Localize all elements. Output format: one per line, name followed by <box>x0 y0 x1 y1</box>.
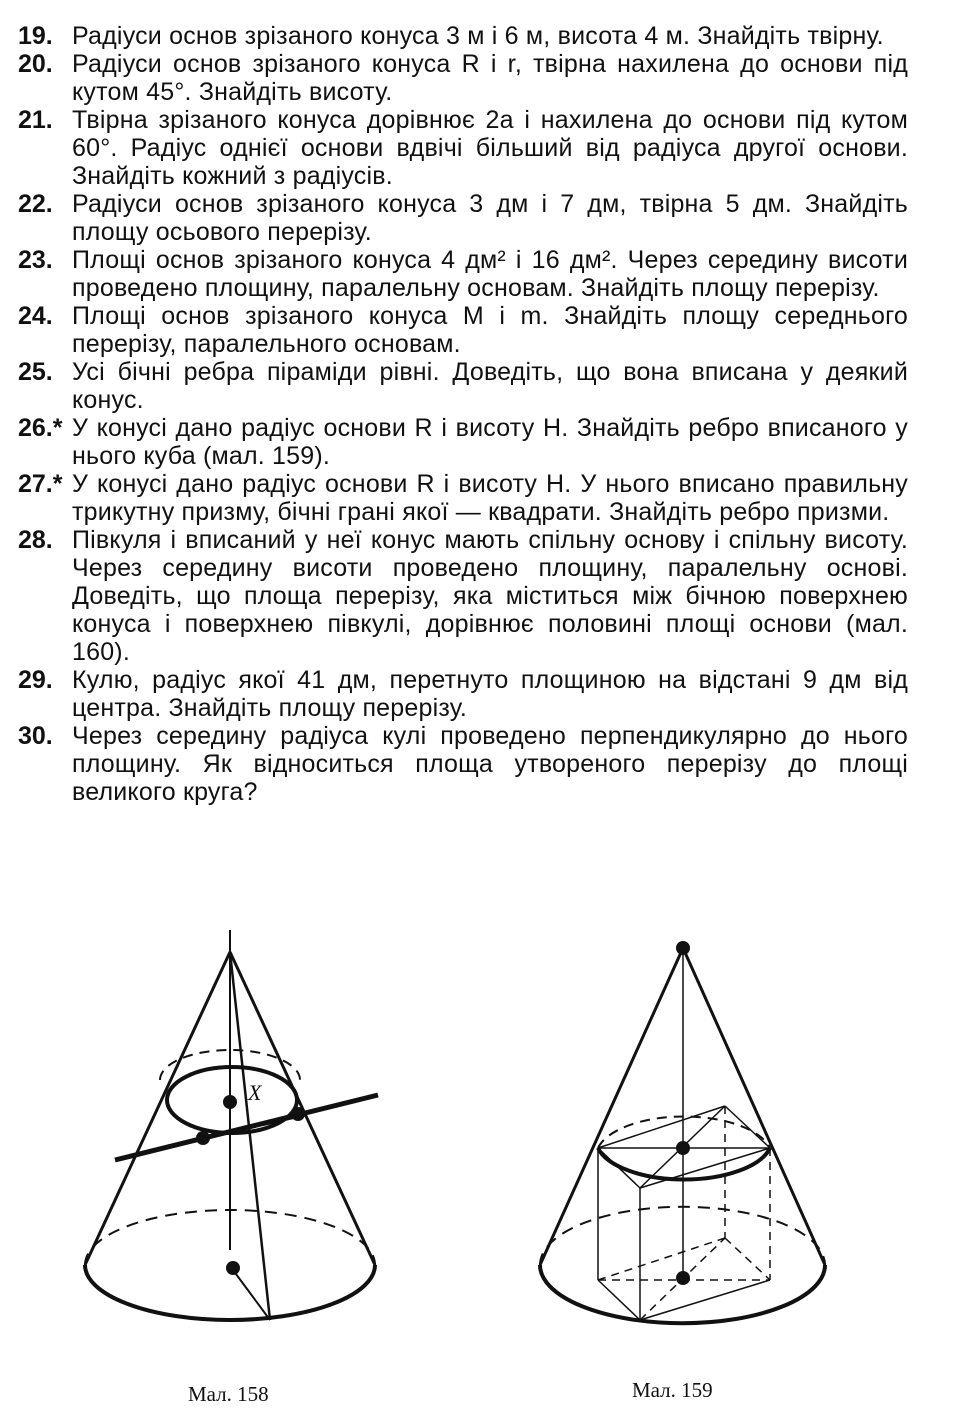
problem-text: Площі основ зрізаного конуса M і m. Знайдіть площу середнього перерізу, паралельного основам. <box>72 302 908 358</box>
problem-21 <box>18 106 908 190</box>
problem-text: Радіуси основ зрізаного конуса 3 м і 6 м, висота 4 м. Знайдіть твірну. <box>72 22 884 50</box>
problem-24 <box>18 302 908 358</box>
problem-text: Твірна зрізаного конуса дорівнює 2a і нахилена до основи під кутом 60°. Радіус однієї основи вдвічі більший від радіуса другої основи. Знайдіть кожний з радіусів. <box>72 106 908 190</box>
problem-number: 22. <box>18 190 53 218</box>
figure-158-cone-diagram <box>0 920 480 1380</box>
problem-27 <box>18 470 908 526</box>
problem-text: Через середину радіуса кулі проведено перпендикулярно до нього площину. Як відноситься площа утвореного перерізу до площі великого круга? <box>72 722 908 806</box>
problem-29 <box>18 666 908 722</box>
problem-number: 19. <box>18 22 53 50</box>
problem-number: 29. <box>18 666 53 694</box>
problem-19 <box>18 22 908 50</box>
figure-159-caption: Мал. 159 <box>632 1378 713 1402</box>
problem-text: Площі основ зрізаного конуса 4 дм² і 16 дм². Через середину висоти проведено площину, паралельну основам. Знайдіть площу перерізу. <box>72 246 908 302</box>
problem-text: Радіуси основ зрізаного конуса 3 дм і 7 дм, твірна 5 дм. Знайдіть площу осьового перерізу. <box>72 190 908 246</box>
problem-number: 20. <box>18 50 53 78</box>
problem-number: 27.* <box>18 470 63 498</box>
problem-list <box>18 22 908 806</box>
problem-number: 25. <box>18 358 53 386</box>
problem-30 <box>18 722 908 806</box>
problem-number: 24. <box>18 302 53 330</box>
problem-26 <box>18 414 908 470</box>
problem-number: 23. <box>18 246 53 274</box>
problem-number: 26.* <box>18 414 63 442</box>
label-x: X <box>248 1080 262 1105</box>
figures-area <box>0 920 956 1420</box>
problem-23 <box>18 246 908 302</box>
problem-text: Кулю, радіус якої 41 дм, перетнуто площиною на відстані 9 дм від центра. Знайдіть площу перерізу. <box>72 666 908 722</box>
problem-text: У конусі дано радіус основи R і висоту H. У нього вписано правильну трикутну призму, бічні грані якої — квадрати. Знайдіть ребро призми. <box>72 470 908 526</box>
problem-text: Усі бічні ребра піраміди рівні. Доведіть, що вона вписана у деякий конус. <box>72 358 908 414</box>
figure-159-cone-cube-diagram <box>480 920 950 1380</box>
problem-number: 28. <box>18 526 53 554</box>
problem-25 <box>18 358 908 414</box>
problem-22 <box>18 190 908 246</box>
problem-number: 30. <box>18 722 53 750</box>
problem-20 <box>18 50 908 106</box>
problem-text: У конусі дано радіус основи R і висоту H. Знайдіть ребро вписаного у нього куба (мал. 159). <box>72 414 908 470</box>
problem-text: Радіуси основ зрізаного конуса R і r, твірна нахилена до основи під кутом 45°. Знайдіть висоту. <box>72 50 908 106</box>
problem-28 <box>18 526 908 666</box>
figure-158-caption: Мал. 158 <box>188 1382 269 1406</box>
problem-text: Півкуля і вписаний у неї конус мають спільну основу і спільну висоту. Через середину висоти проведено площину, паралельну основі. Доведіть, що площа перерізу, яка міститься між бічною поверхнею конуса і поверхнею півкулі, дорівнює половині площі основи (мал. 160). <box>72 526 908 666</box>
problem-number: 21. <box>18 106 53 134</box>
